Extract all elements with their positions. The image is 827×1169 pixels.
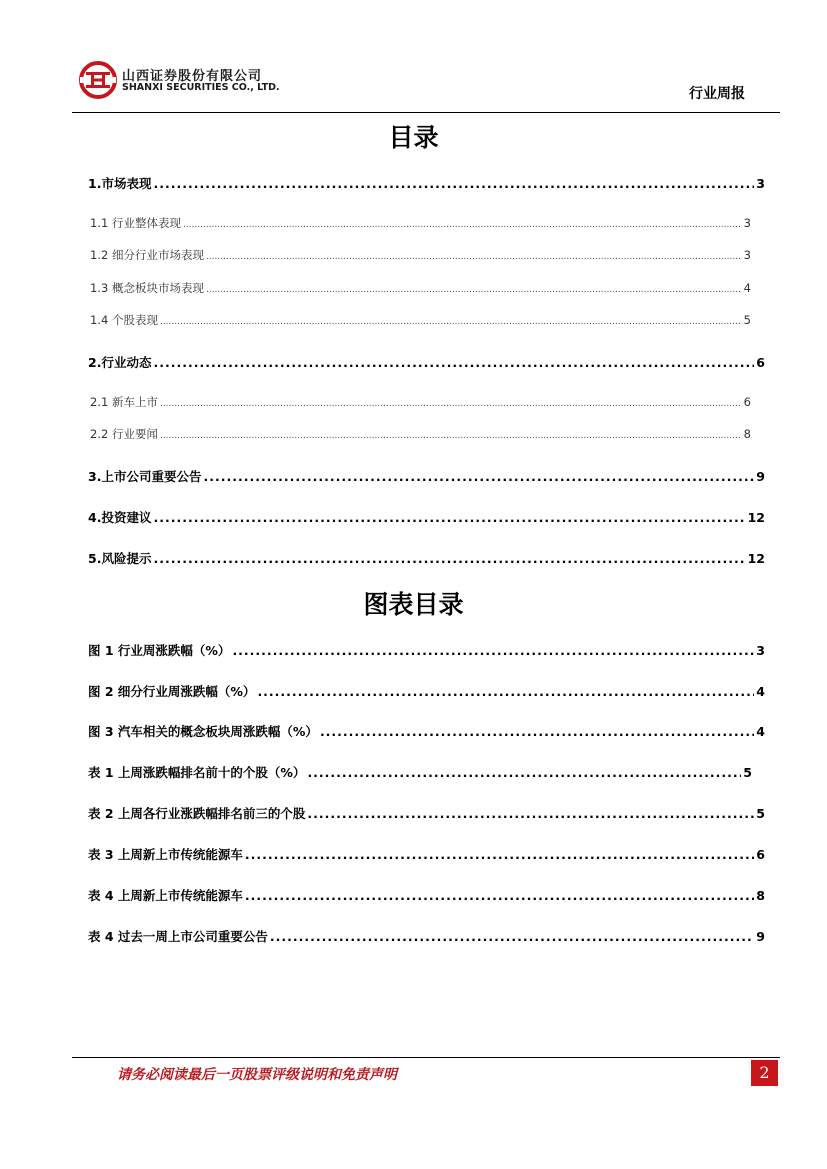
figure-entry-page: 8: [756, 888, 765, 903]
figure-entry-page: 4: [756, 684, 765, 699]
report-type: 行业周报: [689, 86, 745, 102]
figure-entry[interactable]: [88, 763, 752, 781]
toc-leader: [307, 806, 754, 821]
toc-entry-label: 5.风险提示: [88, 551, 152, 566]
toc-entry-page: 8: [743, 427, 751, 441]
toc-leader: [270, 929, 754, 944]
toc-entry-label: 1.2 细分行业市场表现: [90, 248, 204, 262]
toc-title: 目录: [388, 123, 439, 152]
figure-entry-label: 表 1 上周涨跌幅排名前十的个股（%）: [88, 765, 306, 780]
header-divider: [72, 112, 780, 113]
figure-entry[interactable]: [88, 845, 765, 863]
toc-leader: [160, 317, 742, 327]
toc-entry-page: 9: [756, 469, 765, 484]
company-name-cn: 山西证券股份有限公司: [122, 69, 263, 84]
figure-entry-label: 表 2 上周各行业涨跌幅排名前三的个股: [88, 806, 306, 821]
toc-entry[interactable]: [90, 247, 751, 263]
figure-entry-label: 表 3 上周新上市传统能源车: [88, 847, 243, 862]
toc-entry[interactable]: [88, 353, 765, 371]
figure-entry[interactable]: [88, 722, 765, 740]
toc-entry-page: 6: [756, 355, 765, 370]
toc-entry-label: 4.投资建议: [88, 510, 152, 525]
figure-entry-page: 5: [756, 806, 765, 821]
toc-leader: [245, 847, 754, 862]
toc-entry-page: 12: [747, 510, 765, 525]
toc-leader: [232, 643, 754, 658]
toc-entry-page: 3: [743, 216, 751, 230]
footer-disclaimer: 请务必阅读最后一页股票评级说明和免责声明: [117, 1067, 397, 1083]
figure-entry-label: 表 4 上周新上市传统能源车: [88, 888, 243, 903]
footer-divider: [72, 1057, 780, 1058]
toc-leader: [160, 431, 742, 441]
figures-title: 图表目录: [363, 590, 464, 619]
figure-entry-page: 6: [756, 847, 765, 862]
company-name-en: SHANXI SECURITIES CO., LTD.: [122, 82, 280, 93]
toc-leader: [153, 355, 754, 370]
toc-leader: [257, 684, 754, 699]
toc-entry-label: 2.行业动态: [88, 355, 152, 370]
toc-leader: [153, 551, 745, 566]
figure-entry[interactable]: [88, 927, 765, 945]
toc-entry-label: 1.3 概念板块市场表现: [90, 281, 204, 295]
page-header: [0, 0, 827, 114]
toc-entry[interactable]: [88, 508, 765, 526]
toc-leader: [206, 252, 742, 262]
figure-entry-label: 图 1 行业周涨跌幅（%）: [88, 643, 231, 658]
toc-leader: [183, 220, 742, 230]
figure-entry[interactable]: [88, 886, 765, 904]
toc-leader: [320, 724, 754, 739]
toc-entry[interactable]: [90, 312, 751, 328]
figure-entry-label: 图 3 汽车相关的概念板块周涨跌幅（%）: [88, 724, 318, 739]
toc-entry[interactable]: [88, 174, 765, 192]
shanxi-securities-logo-icon: [78, 60, 118, 100]
figure-entry-page: 9: [756, 929, 765, 944]
toc-leader: [203, 469, 754, 484]
toc-entry[interactable]: [88, 549, 765, 567]
toc-entry[interactable]: [90, 280, 751, 296]
toc-leader: [160, 399, 742, 409]
toc-entry[interactable]: [90, 215, 751, 231]
toc-entry-label: 2.2 行业要闻: [90, 427, 158, 441]
toc-entry-page: 4: [743, 281, 751, 295]
toc-entry-label: 3.上市公司重要公告: [88, 469, 202, 484]
toc-entry-page: 12: [747, 551, 765, 566]
toc-entry-label: 1.市场表现: [88, 176, 152, 191]
toc-entry-page: 3: [743, 248, 751, 262]
toc-entry[interactable]: [90, 426, 751, 442]
figure-entry-page: 3: [756, 643, 765, 658]
figure-entry[interactable]: [88, 682, 765, 700]
toc-leader: [153, 176, 754, 191]
toc-entry-label: 2.1 新车上市: [90, 395, 158, 409]
figure-entry[interactable]: [88, 641, 765, 659]
toc-entry-page: 5: [743, 313, 751, 327]
toc-leader: [307, 765, 741, 780]
toc-leader: [153, 510, 745, 525]
toc-entry[interactable]: [88, 467, 765, 485]
toc-entry-page: 6: [743, 395, 751, 409]
page-number-badge: 2: [751, 1060, 778, 1086]
toc-entry-label: 1.4 个股表现: [90, 313, 158, 327]
toc-leader: [206, 285, 742, 295]
figure-entry-page: 4: [756, 724, 765, 739]
toc-leader: [245, 888, 754, 903]
toc-entry[interactable]: [90, 394, 751, 410]
figure-entry-label: 图 2 细分行业周涨跌幅（%）: [88, 684, 256, 699]
figure-entry-label: 表 4 过去一周上市公司重要公告: [88, 929, 268, 944]
figure-entry-page: 5: [743, 765, 752, 780]
figure-entry[interactable]: [88, 804, 765, 822]
toc-entry-page: 3: [756, 176, 765, 191]
toc-entry-label: 1.1 行业整体表现: [90, 216, 181, 230]
